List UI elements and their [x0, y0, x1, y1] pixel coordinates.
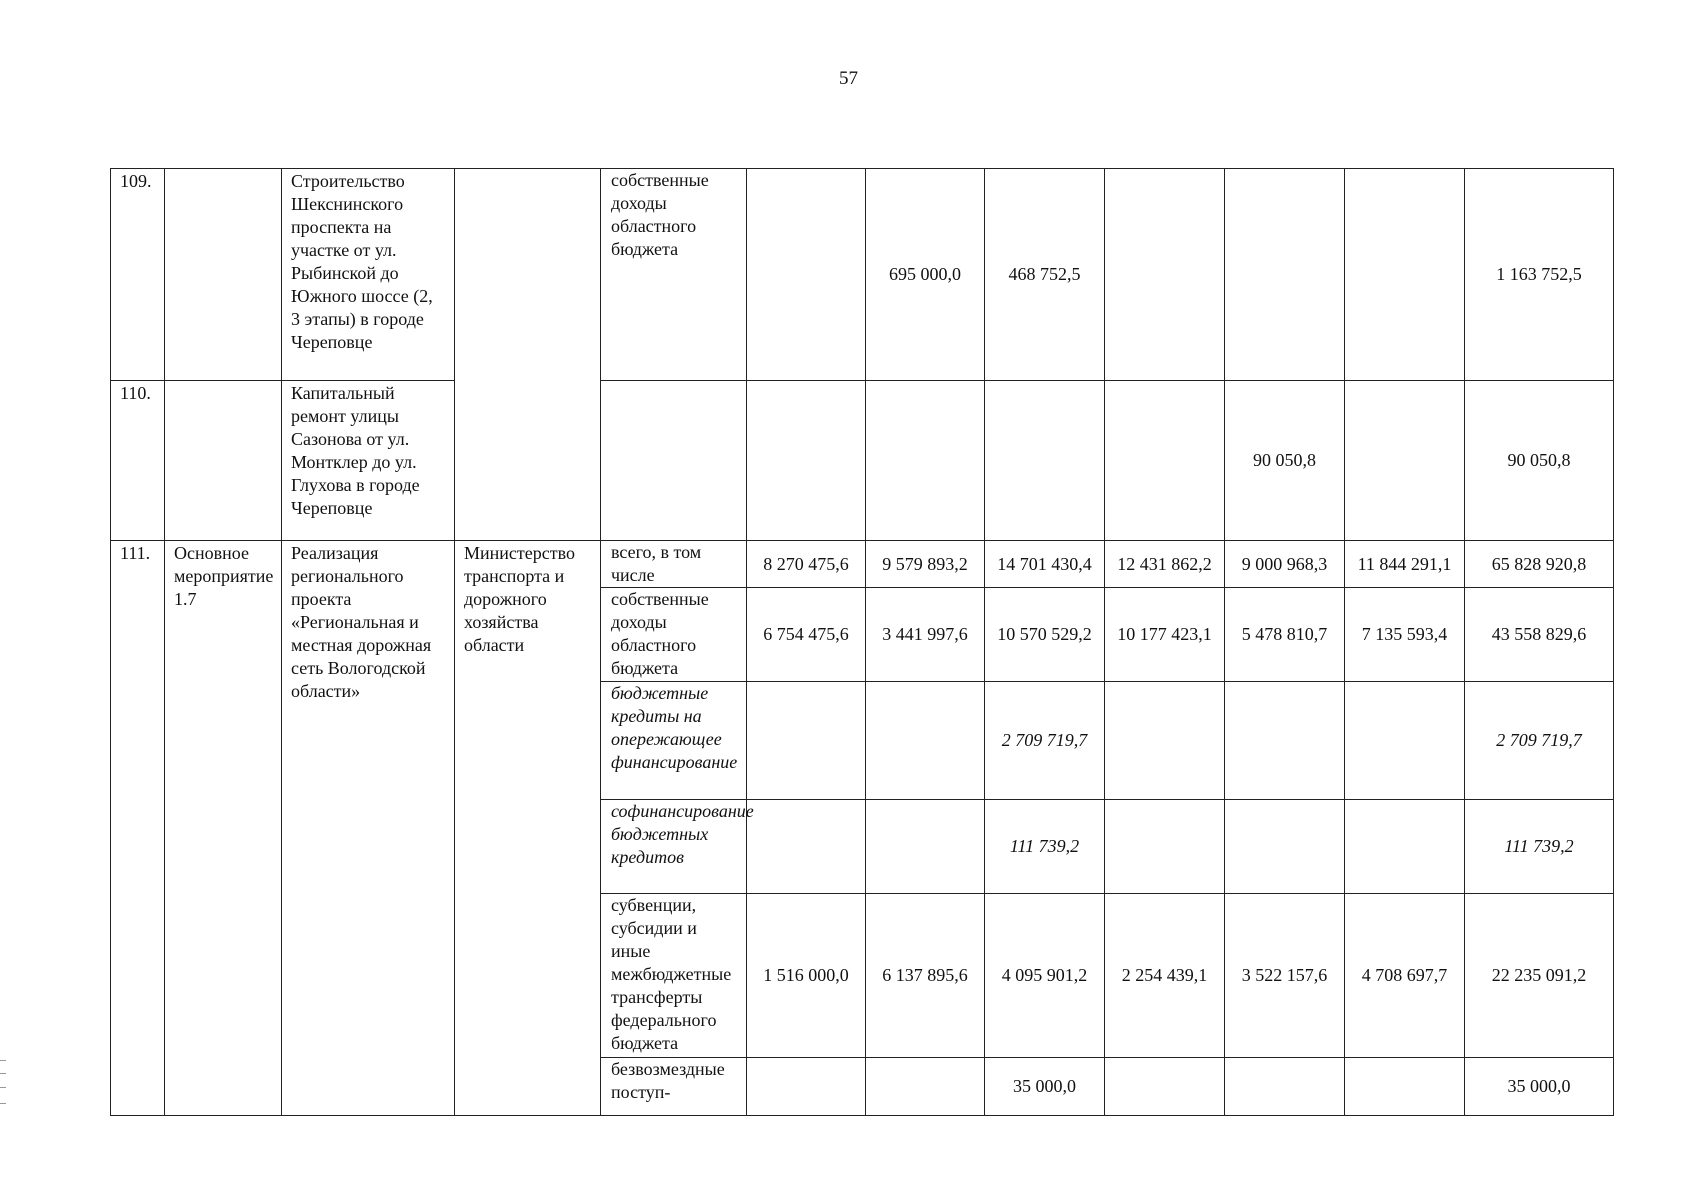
- total-cell: 43 558 829,6: [1465, 588, 1614, 682]
- value-cell: [1105, 800, 1225, 894]
- value-cell: 3 522 157,6: [1225, 894, 1345, 1058]
- measure-name: Капитальный ремонт улицы Сазонова от ул. Монтклер до ул. Глухова в городе Череповце: [282, 381, 455, 541]
- value-cell: [747, 682, 866, 800]
- status-cell: [165, 381, 282, 541]
- value-cell: 4 095 901,2: [985, 894, 1105, 1058]
- budget-table: [110, 168, 1614, 1116]
- value-cell: [1105, 682, 1225, 800]
- value-cell: 3 441 997,6: [866, 588, 985, 682]
- value-cell: [1345, 1058, 1465, 1116]
- value-cell: 2 709 719,7: [985, 682, 1105, 800]
- value-cell: 90 050,8: [1225, 381, 1345, 541]
- value-cell: [866, 800, 985, 894]
- total-cell: 90 050,8: [1465, 381, 1614, 541]
- value-cell: 5 478 810,7: [1225, 588, 1345, 682]
- value-cell: 14 701 430,4: [985, 541, 1105, 588]
- funding-source: собственные доходы областного бюджета: [601, 588, 747, 682]
- value-cell: 6 754 475,6: [747, 588, 866, 682]
- value-cell: 10 570 529,2: [985, 588, 1105, 682]
- value-cell: [1345, 381, 1465, 541]
- value-cell: [747, 800, 866, 894]
- measure-name: Строительство Шекснинского проспекта на участке от ул. Рыбинской до Южного шоссе (2, 3 этапы) в городе Череповце: [282, 169, 455, 381]
- status-cell: Основное мероприятие 1.7: [165, 541, 282, 1116]
- value-cell: [1345, 682, 1465, 800]
- value-cell: 9 579 893,2: [866, 541, 985, 588]
- row-number: 111.: [111, 541, 165, 1116]
- value-cell: 11 844 291,1: [1345, 541, 1465, 588]
- value-cell: 8 270 475,6: [747, 541, 866, 588]
- value-cell: [747, 381, 866, 541]
- row-number: 110.: [111, 381, 165, 541]
- value-cell: [1225, 169, 1345, 381]
- funding-source: софинансирование бюджетных кредитов: [601, 800, 747, 894]
- table-row: [111, 541, 1614, 588]
- value-cell: [1105, 1058, 1225, 1116]
- total-cell: 1 163 752,5: [1465, 169, 1614, 381]
- funding-source: безвозмездные поступ-: [601, 1058, 747, 1116]
- value-cell: 7 135 593,4: [1345, 588, 1465, 682]
- total-cell: 111 739,2: [1465, 800, 1614, 894]
- value-cell: [866, 682, 985, 800]
- value-cell: 4 708 697,7: [1345, 894, 1465, 1058]
- value-cell: 12 431 862,2: [1105, 541, 1225, 588]
- value-cell: 6 137 895,6: [866, 894, 985, 1058]
- measure-name: Реализация регионального проекта «Региональная и местная дорожная сеть Вологодской области»: [282, 541, 455, 1116]
- funding-source: бюджетные кредиты на опережающее финансирование: [601, 682, 747, 800]
- value-cell: 111 739,2: [985, 800, 1105, 894]
- row-number: 109.: [111, 169, 165, 381]
- value-cell: 9 000 968,3: [1225, 541, 1345, 588]
- table-row: [111, 381, 1614, 541]
- table-row: [111, 169, 1614, 381]
- page-number: 57: [839, 68, 858, 89]
- value-cell: [1225, 1058, 1345, 1116]
- value-cell: [1225, 682, 1345, 800]
- total-cell: 22 235 091,2: [1465, 894, 1614, 1058]
- value-cell: [1345, 169, 1465, 381]
- executor-cell: Министерство транспорта и дорожного хозяйства области: [455, 541, 601, 1116]
- value-cell: 468 752,5: [985, 169, 1105, 381]
- value-cell: [866, 1058, 985, 1116]
- value-cell: [1345, 800, 1465, 894]
- value-cell: [1105, 169, 1225, 381]
- funding-source: собственные доходы областного бюджета: [601, 169, 747, 381]
- value-cell: [747, 169, 866, 381]
- value-cell: 35 000,0: [985, 1058, 1105, 1116]
- total-cell: 65 828 920,8: [1465, 541, 1614, 588]
- value-cell: [866, 381, 985, 541]
- funding-source: [601, 381, 747, 541]
- status-cell: [165, 169, 282, 381]
- value-cell: 1 516 000,0: [747, 894, 866, 1058]
- value-cell: 10 177 423,1: [1105, 588, 1225, 682]
- value-cell: [985, 381, 1105, 541]
- value-cell: [1225, 800, 1345, 894]
- funding-source: всего, в том числе: [601, 541, 747, 588]
- executor-cell: [455, 169, 601, 541]
- funding-source: субвенции, субсидии и иные межбюджетные трансферты федерального бюджета: [601, 894, 747, 1058]
- total-cell: 35 000,0: [1465, 1058, 1614, 1116]
- value-cell: 695 000,0: [866, 169, 985, 381]
- value-cell: [747, 1058, 866, 1116]
- value-cell: 2 254 439,1: [1105, 894, 1225, 1058]
- total-cell: 2 709 719,7: [1465, 682, 1614, 800]
- scan-margin-mark: [0, 1060, 6, 1104]
- value-cell: [1105, 381, 1225, 541]
